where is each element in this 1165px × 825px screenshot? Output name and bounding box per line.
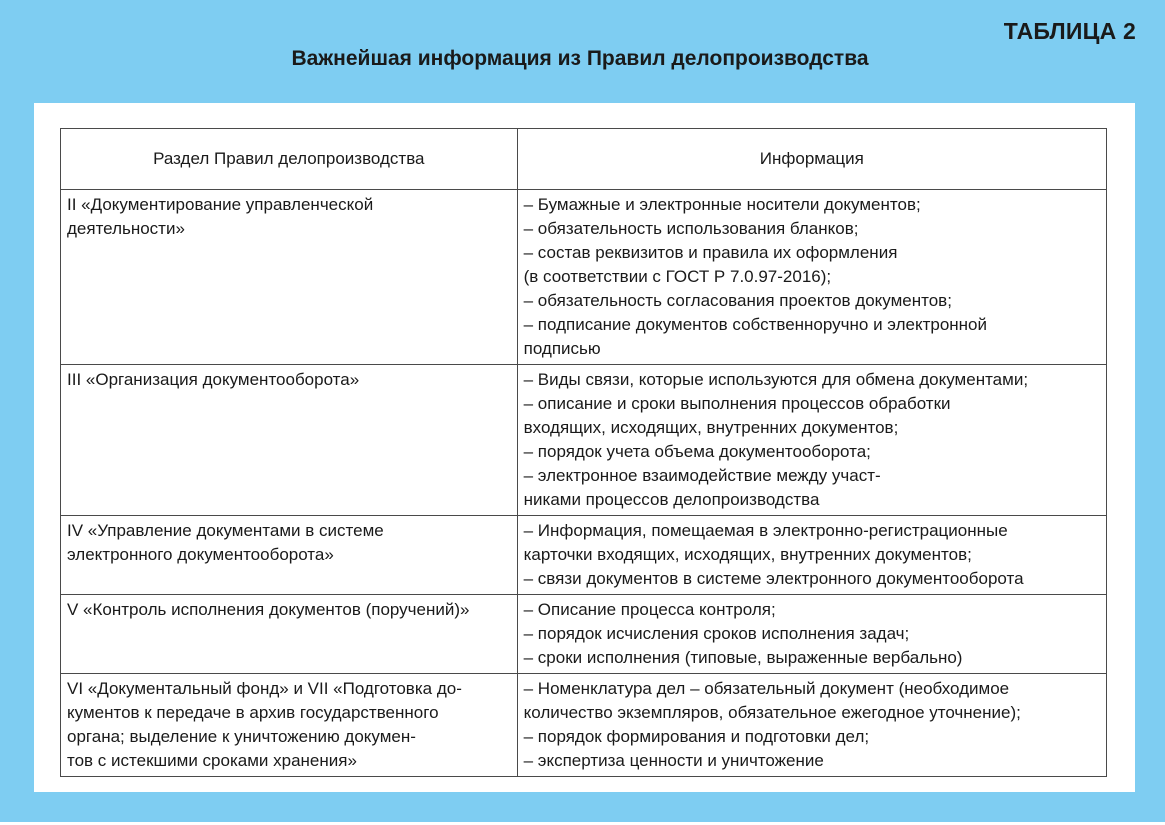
- info-line: – Описание процесса контроля;: [523, 600, 776, 619]
- info-line: – электронное взаимодействие между участ-: [523, 466, 881, 485]
- info-line: никами процессов делопроизводства: [523, 490, 820, 509]
- page-title: Важнейшая информация из Правил делопроизводства: [291, 47, 869, 70]
- section-cell: [61, 190, 518, 365]
- info-line: – подписание документов собственноручно и электронной: [523, 315, 988, 334]
- section-line: электронного документооборота»: [67, 545, 334, 564]
- table-header-row: [61, 129, 1107, 190]
- section-line: органа; выделение к уничтожению докумен-: [67, 727, 416, 746]
- info-cell: [517, 595, 1106, 674]
- section-line: VI «Документальный фонд» и VII «Подготовка до-: [67, 679, 462, 698]
- info-line: – Бумажные и электронные носители документов;: [523, 195, 921, 214]
- info-line: – экспертиза ценности и уничтожение: [523, 751, 824, 770]
- info-line: подписью: [523, 339, 601, 358]
- info-line: – Номенклатура дел – обязательный документ (необходимое: [523, 679, 1010, 698]
- header-info: Информация: [517, 129, 1106, 190]
- info-line: – описание и сроки выполнения процессов обработки: [523, 394, 951, 413]
- section-cell: [61, 365, 518, 516]
- section-line: тов с истекшими сроками хранения»: [67, 751, 357, 770]
- info-line: – связи документов в системе электронного документооборота: [523, 569, 1024, 588]
- header-section: Раздел Правил делопроизводства: [61, 129, 518, 190]
- rules-table: [60, 128, 1107, 777]
- info-line: – сроки исполнения (типовые, выраженные вербально): [523, 648, 963, 667]
- info-line: – состав реквизитов и правила их оформления: [523, 243, 898, 262]
- info-line: – Виды связи, которые используются для обмена документами;: [523, 370, 1029, 389]
- info-line: – обязательность согласования проектов документов;: [523, 291, 952, 310]
- info-line: – обязательность использования бланков;: [523, 219, 859, 238]
- info-line: – порядок учета объема документооборота;: [523, 442, 871, 461]
- info-cell: [517, 516, 1106, 595]
- section-line: кументов к передаче в архив государственного: [67, 703, 439, 722]
- info-line: – порядок исчисления сроков исполнения задач;: [523, 624, 910, 643]
- info-line: количество экземпляров, обязательное ежегодное уточнение);: [523, 703, 1021, 722]
- table-panel: [34, 103, 1135, 792]
- info-line: карточки входящих, исходящих, внутренних документов;: [523, 545, 972, 564]
- section-cell: [61, 595, 518, 674]
- info-cell: [517, 365, 1106, 516]
- info-line: – порядок формирования и подготовки дел;: [523, 727, 870, 746]
- table-row: [61, 190, 1107, 365]
- info-line: входящих, исходящих, внутренних документов;: [523, 418, 899, 437]
- table-row: [61, 365, 1107, 516]
- section-line: V «Контроль исполнения документов (поручений)»: [67, 600, 470, 619]
- table-number-badge: ТАБЛИЦА 2: [1003, 18, 1136, 44]
- table-row: [61, 595, 1107, 674]
- section-cell: [61, 516, 518, 595]
- section-line: IV «Управление документами в системе: [67, 521, 384, 540]
- section-cell: [61, 674, 518, 777]
- info-line: – Информация, помещаемая в электронно-регистрационные: [523, 521, 1008, 540]
- section-line: деятельности»: [67, 219, 185, 238]
- table-row: [61, 516, 1107, 595]
- info-cell: [517, 190, 1106, 365]
- info-cell: [517, 674, 1106, 777]
- section-line: II «Документирование управленческой: [67, 195, 374, 214]
- table-row: [61, 674, 1107, 777]
- info-line: (в соответствии с ГОСТ Р 7.0.97-2016);: [523, 267, 832, 286]
- section-line: III «Организация документооборота»: [67, 370, 360, 389]
